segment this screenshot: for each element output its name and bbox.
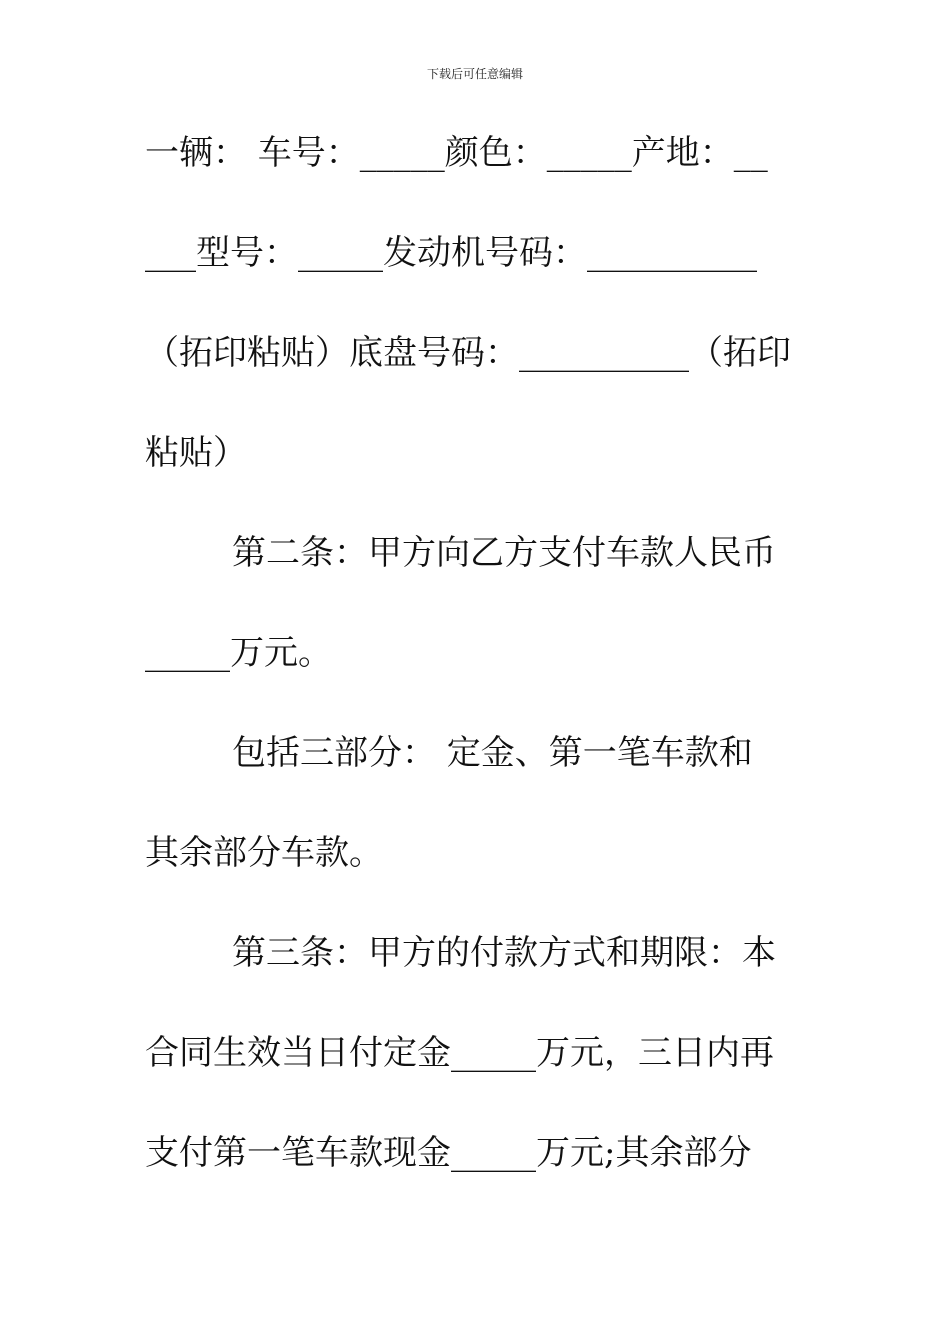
model-engine-line: ___型号：_____发动机号码：__________ [145, 233, 757, 273]
rubbing-paste-line: 粘贴） [145, 433, 247, 473]
article-two-line: 第二条：甲方向乙方支付车款人民币 [232, 533, 776, 573]
remaining-payment-line: 其余部分车款。 [145, 833, 383, 873]
vehicle-info-line: 一辆： 车号：_____颜色：_____产地：__ [145, 133, 768, 173]
first-payment-line: 支付第一笔车款现金_____万元;其余部分 [145, 1133, 752, 1173]
three-parts-line: 包括三部分： 定金、第一笔车款和 [232, 733, 753, 773]
chassis-number-line: （拓印粘贴）底盘号码：__________（拓印 [145, 333, 791, 373]
amount-line: _____万元。 [145, 633, 332, 673]
deposit-line: 合同生效当日付定金_____万元，三日内再 [145, 1033, 774, 1073]
article-three-line: 第三条：甲方的付款方式和期限：本 [232, 933, 776, 973]
page-header: 下载后可任意编辑 [426, 67, 523, 81]
